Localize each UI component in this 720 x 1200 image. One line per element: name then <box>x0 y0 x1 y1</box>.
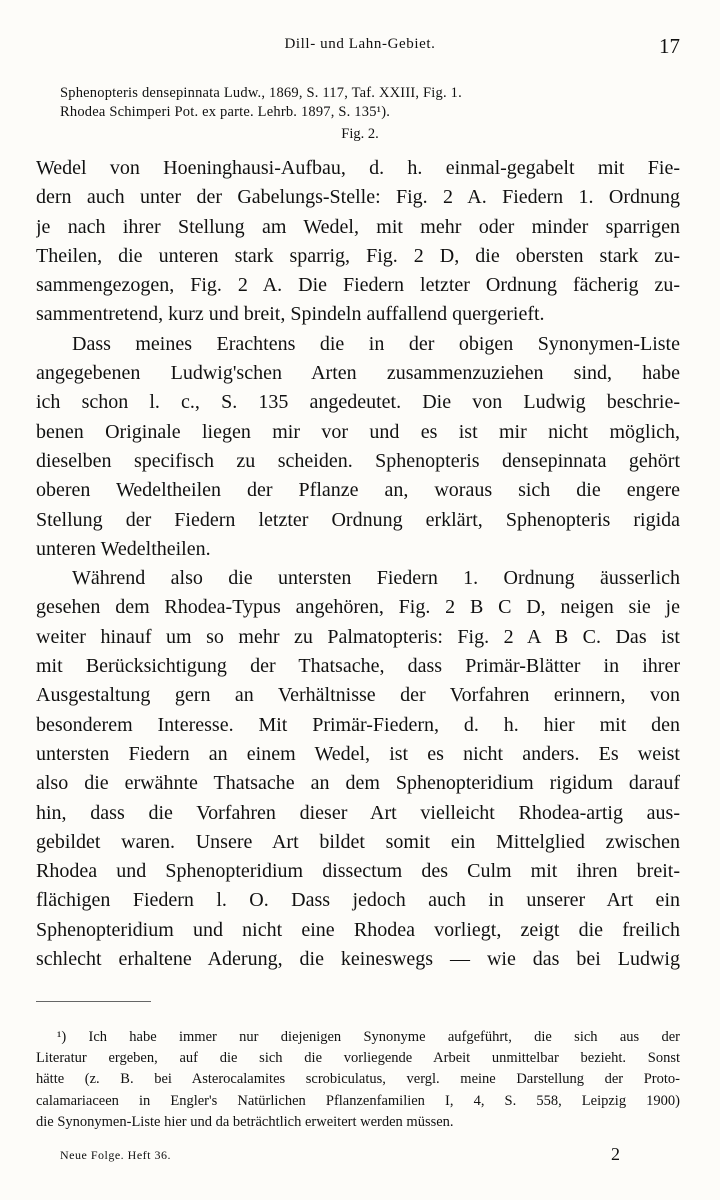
text-line: Ausgestaltung gern an Verhältnisse der Vorfahren erinnern, von <box>36 684 680 707</box>
text-line: mit Berücksichtigung der Thatsache, dass Primär-Blätter in ihrer <box>36 655 680 678</box>
text-line: Theilen, die unteren stark sparrig, Fig. 2 D, die obersten stark zu- <box>36 244 680 267</box>
text-line: hin, dass die Vorfahren dieser Art vielleicht Rhodea-artig aus- <box>36 801 680 824</box>
page-number: 17 <box>659 34 680 58</box>
text-line: angegebenen Ludwig'schen Arten zusammenzuziehen sind, habe <box>36 362 680 385</box>
text-line: unteren Wedeltheilen. <box>36 537 211 560</box>
footnote-line: Literatur ergeben, auf die sich die vorliegende Arbeit unmittelbar bezieht. Sonst <box>36 1050 680 1067</box>
text-line: besonderem Interesse. Mit Primär-Fiedern, d. h. hier mit den <box>36 713 680 736</box>
text-line: oberen Wedeltheilen der Pflanze an, woraus sich die engere <box>36 479 680 502</box>
text-line: dieselben specifisch zu scheiden. Sphenopteris densepinnata gehört <box>36 449 680 472</box>
text-line: je nach ihrer Stellung am Wedel, mit mehr oder minder sparrigen <box>36 215 680 238</box>
text-line: gebildet waren. Unsere Art bildet somit ein Mittelglied zwischen <box>36 830 680 853</box>
text-line: sammengezogen, Fig. 2 A. Die Fiedern letzter Ordnung fächerig zu- <box>36 274 680 297</box>
text-line: flächigen Fiedern l. O. Dass jedoch auch in unserer Art ein <box>36 889 680 912</box>
text-line: Sphenopteridium und nicht eine Rhodea vorliegt, zeigt die freilich <box>36 918 680 941</box>
text-line: also die erwähnte Thatsache an dem Sphenopteridium rigidum darauf <box>36 772 680 795</box>
page-header <box>0 36 720 60</box>
text-line: Während also die untersten Fiedern 1. Ordnung äusserlich <box>72 567 680 590</box>
text-line: Wedel von Hoeninghausi-Aufbau, d. h. einmal-gegabelt mit Fie- <box>36 157 680 179</box>
text-line: sammentretend, kurz und breit, Spindeln auffallend quergerieft. <box>36 303 545 326</box>
body-text <box>36 154 680 974</box>
footnote <box>36 1027 680 1133</box>
synonym-entry: Sphenopteris densepinnata Ludw., 1869, S. 117, Taf. XXIII, Fig. 1. <box>60 85 462 101</box>
figure-reference: Fig. 2. <box>341 126 379 142</box>
text-line: dern auch unter der Gabelungs-Stelle: Fig. 2 A. Fiedern 1. Ordnung <box>36 186 680 209</box>
text-line: ich schon l. c., S. 135 angedeutet. Die von Ludwig beschrie- <box>36 391 680 414</box>
footnote-divider <box>36 1001 151 1002</box>
footnote-line: die Synonymen-Liste hier und da beträchtlich erweitert werden müssen. <box>36 1113 454 1130</box>
footnote-line: ¹) Ich habe immer nur diejenigen Synonyme aufgeführt, die sich aus der <box>57 1029 680 1045</box>
text-line: weiter hinauf um so mehr zu Palmatopteris: Fig. 2 A B C. Das ist <box>36 625 680 648</box>
text-line: Stellung der Fiedern letzter Ordnung erklärt, Sphenopteris rigida <box>36 508 680 531</box>
page-footer <box>60 1144 620 1166</box>
text-line: schlecht erhaltene Aderung, die keineswegs — wie das bei Ludwig <box>36 948 680 971</box>
synonym-entry: Rhodea Schimperi Pot. ex parte. Lehrb. 1897, S. 135¹). <box>60 104 391 120</box>
series-note: Neue Folge. Heft 36. <box>60 1148 171 1162</box>
text-line: gesehen dem Rhodea-Typus angehören, Fig. 2 B C D, neigen sie je <box>36 596 680 619</box>
text-line: benen Originale liegen mir vor und es ist mir nicht möglich, <box>36 420 680 443</box>
footnote-line: calamariaceen in Engler's Natürlichen Pflanzenfamilien I, 4, S. 558, Leipzig 1900) <box>36 1092 680 1109</box>
text-line: untersten Fiedern an einem Wedel, ist es nicht anders. Es weist <box>36 742 680 765</box>
footnote-line: hätte (z. B. bei Asterocalamites scrobiculatus, vergl. meine Darstellung der Proto- <box>36 1071 680 1088</box>
text-line: Rhodea und Sphenopteridium dissectum des Culm mit ihren breit- <box>36 860 680 883</box>
text-line: Dass meines Erachtens die in der obigen Synonymen-Liste <box>72 332 680 355</box>
running-title: Dill- und Lahn-Gebiet. <box>284 36 436 52</box>
signature-mark: 2 <box>611 1144 620 1164</box>
